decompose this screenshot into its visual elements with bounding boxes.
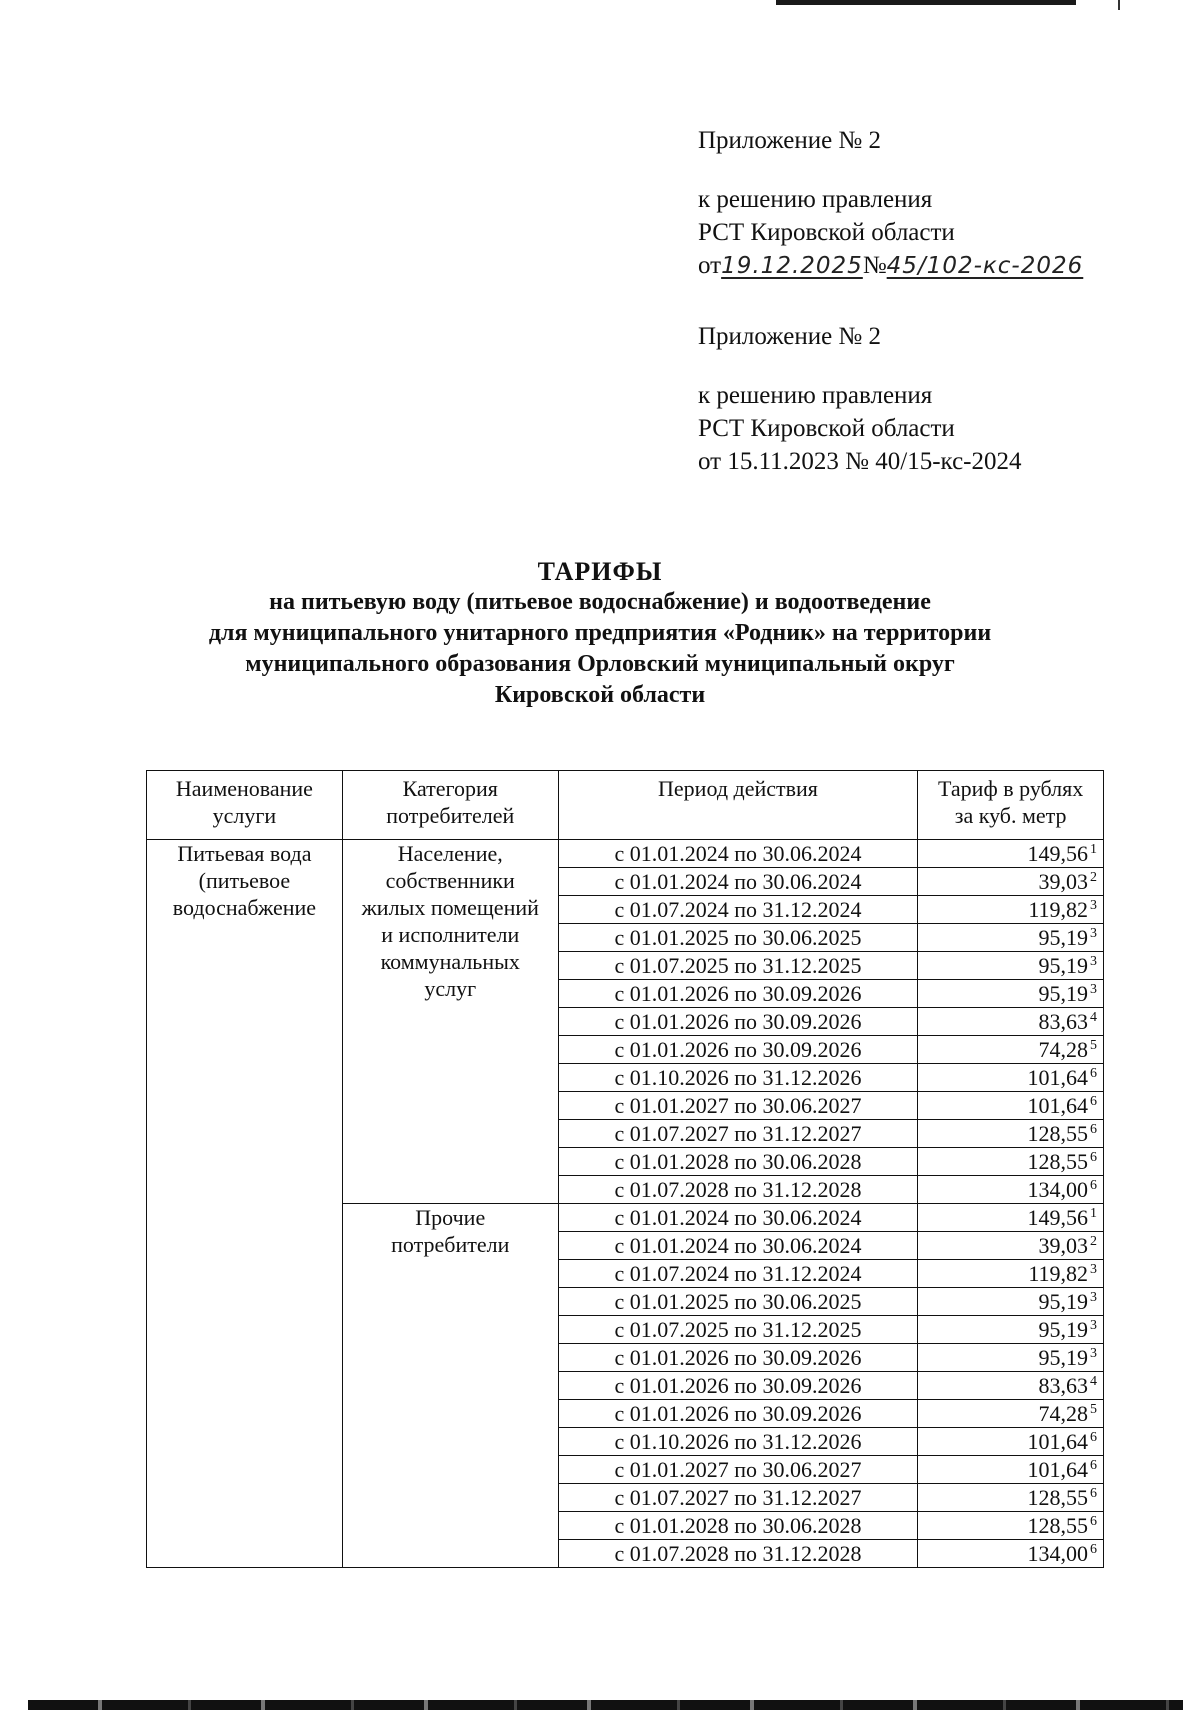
tariff-value: 128,55 — [1027, 1485, 1088, 1510]
appendix-title: Приложение № 2 — [698, 323, 882, 350]
tariff-cell — [918, 1288, 1104, 1316]
heading-line: Кировской области — [494, 682, 706, 708]
footnote-marker: 6 — [1090, 1429, 1097, 1445]
tariff-cell — [918, 1484, 1104, 1512]
period-cell: с 01.01.2026 по 30.09.2026 — [558, 1036, 918, 1064]
footnote-marker: 6 — [1090, 1485, 1097, 1501]
appendix-line: к решению правления — [698, 186, 933, 213]
tariff-value: 83,63 — [1038, 1009, 1088, 1034]
footnote-marker: 6 — [1090, 1541, 1097, 1557]
tariff-cell — [918, 896, 1104, 924]
tariff-cell — [918, 1540, 1104, 1568]
tariff-value: 134,00 — [1027, 1541, 1088, 1566]
footnote-marker: 6 — [1090, 1121, 1097, 1137]
tariff-value: 128,55 — [1027, 1121, 1088, 1146]
tariff-cell — [918, 1064, 1104, 1092]
period-cell: с 01.01.2024 по 30.06.2024 — [558, 840, 918, 868]
period-cell: с 01.01.2026 по 30.09.2026 — [558, 980, 918, 1008]
tariff-value: 128,55 — [1027, 1149, 1088, 1174]
footnote-marker: 2 — [1090, 869, 1097, 885]
period-cell: с 01.01.2028 по 30.06.2028 — [558, 1512, 918, 1540]
period-cell: с 01.07.2024 по 31.12.2024 — [558, 1260, 918, 1288]
handwritten-number: 45/102-кс-2026 — [886, 253, 1084, 279]
tariff-value: 95,19 — [1038, 1345, 1088, 1370]
tariff-value: 95,19 — [1038, 953, 1088, 978]
tariff-value: 101,64 — [1027, 1457, 1088, 1482]
tariff-cell — [918, 1400, 1104, 1428]
tariff-value: 149,56 — [1027, 1205, 1088, 1230]
footnote-marker: 1 — [1090, 841, 1097, 857]
period-cell: с 01.10.2026 по 31.12.2026 — [558, 1428, 918, 1456]
tariff-cell — [918, 1344, 1104, 1372]
document-title: ТАРИФЫ — [537, 557, 663, 586]
period-cell: с 01.01.2027 по 30.06.2027 — [558, 1092, 918, 1120]
tariff-cell — [918, 980, 1104, 1008]
tariff-cell — [918, 1260, 1104, 1288]
tariff-value: 74,28 — [1038, 1401, 1088, 1426]
appendix-line: РСТ Кировской области — [698, 415, 955, 442]
tariff-cell — [918, 1008, 1104, 1036]
period-cell: с 01.01.2026 по 30.09.2026 — [558, 1008, 918, 1036]
appendix-line: к решению правления — [698, 382, 933, 409]
tariff-table — [146, 770, 1104, 1568]
tariff-value: 95,19 — [1038, 981, 1088, 1006]
footnote-marker: 1 — [1090, 1205, 1097, 1221]
footnote-marker: 3 — [1090, 1289, 1097, 1305]
tariff-value: 134,00 — [1027, 1177, 1088, 1202]
tariff-cell — [918, 1512, 1104, 1540]
handwritten-date: 19.12.2025 — [721, 253, 863, 279]
footnote-marker: 2 — [1090, 1233, 1097, 1249]
footnote-marker: 3 — [1090, 1345, 1097, 1361]
appendix-original-block — [698, 320, 1022, 478]
number-prefix: № — [862, 252, 887, 279]
tariff-cell — [918, 1176, 1104, 1204]
tariff-value: 39,03 — [1038, 1233, 1088, 1258]
period-cell: с 01.07.2025 по 31.12.2025 — [558, 1316, 918, 1344]
footnote-marker: 6 — [1090, 1513, 1097, 1529]
footnote-marker: 6 — [1090, 1177, 1097, 1193]
footnote-marker: 6 — [1090, 1065, 1097, 1081]
tariff-cell — [918, 1092, 1104, 1120]
period-cell: с 01.01.2026 по 30.09.2026 — [558, 1372, 918, 1400]
tariff-cell — [918, 924, 1104, 952]
footnote-marker: 5 — [1090, 1401, 1097, 1417]
service-name-cell: Питьевая вода (питьевое водоснабжение — [147, 840, 343, 1568]
tariff-value: 119,82 — [1028, 897, 1088, 922]
tariff-cell — [918, 840, 1104, 868]
table-body — [147, 840, 1104, 1568]
appendix-title: Приложение № 2 — [698, 127, 882, 154]
period-cell: с 01.01.2024 по 30.06.2024 — [558, 1204, 918, 1232]
period-cell: с 01.07.2028 по 31.12.2028 — [558, 1540, 918, 1568]
tariff-cell — [918, 1232, 1104, 1260]
table-row — [147, 840, 1104, 868]
header-tariff: Тариф в рублях за куб. метр — [918, 771, 1104, 840]
appendix-date-line — [698, 249, 1083, 283]
tariff-value: 95,19 — [1038, 925, 1088, 950]
appendix-line: от 15.11.2023 № 40/15-кс-2024 — [698, 448, 1022, 475]
tariff-cell — [918, 1316, 1104, 1344]
footnote-marker: 3 — [1090, 1317, 1097, 1333]
tariff-value: 83,63 — [1038, 1373, 1088, 1398]
period-cell: с 01.01.2025 по 30.06.2025 — [558, 924, 918, 952]
consumer-category-cell: Прочие потребители — [342, 1204, 558, 1568]
consumer-category-cell: Население, собственники жилых помещений и исполнители коммунальных услуг — [342, 840, 558, 1204]
scan-edge-tick — [1118, 0, 1120, 10]
footnote-marker: 6 — [1090, 1457, 1097, 1473]
period-cell: с 01.01.2025 по 30.06.2025 — [558, 1288, 918, 1316]
period-cell: с 01.07.2025 по 31.12.2025 — [558, 952, 918, 980]
period-cell: с 01.01.2028 по 30.06.2028 — [558, 1148, 918, 1176]
tariff-cell — [918, 1456, 1104, 1484]
footnote-marker: 6 — [1090, 1149, 1097, 1165]
tariff-cell — [918, 1428, 1104, 1456]
heading-line: муниципального образования Орловский муниципальный округ — [245, 651, 955, 677]
table-header-row — [147, 771, 1104, 840]
footnote-marker: 5 — [1090, 1037, 1097, 1053]
tariff-cell — [918, 868, 1104, 896]
period-cell: с 01.01.2027 по 30.06.2027 — [558, 1456, 918, 1484]
tariff-cell — [918, 952, 1104, 980]
header-service: Наименование услуги — [147, 771, 343, 840]
tariff-cell — [918, 1036, 1104, 1064]
footnote-marker: 3 — [1090, 981, 1097, 997]
period-cell: с 01.07.2027 по 31.12.2027 — [558, 1484, 918, 1512]
heading-line: для муниципального унитарного предприятия «Родник» на территории — [208, 620, 992, 646]
tariff-value: 119,82 — [1028, 1261, 1088, 1286]
period-cell: с 01.01.2026 по 30.09.2026 — [558, 1400, 918, 1428]
header-category: Категория потребителей — [342, 771, 558, 840]
footnote-marker: 3 — [1090, 925, 1097, 941]
tariff-value: 74,28 — [1038, 1037, 1088, 1062]
tariff-value: 95,19 — [1038, 1289, 1088, 1314]
tariff-value: 101,64 — [1027, 1065, 1088, 1090]
appendix-amended-block — [698, 124, 1083, 283]
appendix-line: РСТ Кировской области — [698, 219, 955, 246]
date-prefix: от — [698, 252, 722, 279]
heading-line: на питьевую воду (питьевое водоснабжение) и водоотведение — [269, 589, 931, 615]
period-cell: с 01.10.2026 по 31.12.2026 — [558, 1064, 918, 1092]
tariff-value: 95,19 — [1038, 1317, 1088, 1342]
tariff-cell — [918, 1120, 1104, 1148]
period-cell: с 01.07.2028 по 31.12.2028 — [558, 1176, 918, 1204]
tariff-value: 39,03 — [1038, 869, 1088, 894]
footnote-marker: 4 — [1090, 1009, 1097, 1025]
period-cell: с 01.01.2024 по 30.06.2024 — [558, 1232, 918, 1260]
period-cell: с 01.01.2026 по 30.09.2026 — [558, 1344, 918, 1372]
footnote-marker: 3 — [1090, 1261, 1097, 1277]
period-cell: с 01.07.2024 по 31.12.2024 — [558, 896, 918, 924]
header-period: Период действия — [558, 771, 918, 840]
tariff-value: 101,64 — [1027, 1093, 1088, 1118]
tariff-cell — [918, 1204, 1104, 1232]
tariff-value: 128,55 — [1027, 1513, 1088, 1538]
tariff-value: 101,64 — [1027, 1429, 1088, 1454]
footnote-marker: 3 — [1090, 897, 1097, 913]
tariff-value: 149,56 — [1027, 841, 1088, 866]
period-cell: с 01.07.2027 по 31.12.2027 — [558, 1120, 918, 1148]
footnote-marker: 4 — [1090, 1373, 1097, 1389]
scan-edge-top — [776, 0, 1076, 5]
footnote-marker: 3 — [1090, 953, 1097, 969]
document-heading — [0, 556, 1200, 711]
period-cell: с 01.01.2024 по 30.06.2024 — [558, 868, 918, 896]
scan-edge-bottom — [28, 1700, 1183, 1710]
tariff-cell — [918, 1148, 1104, 1176]
tariff-cell — [918, 1372, 1104, 1400]
footnote-marker: 6 — [1090, 1093, 1097, 1109]
